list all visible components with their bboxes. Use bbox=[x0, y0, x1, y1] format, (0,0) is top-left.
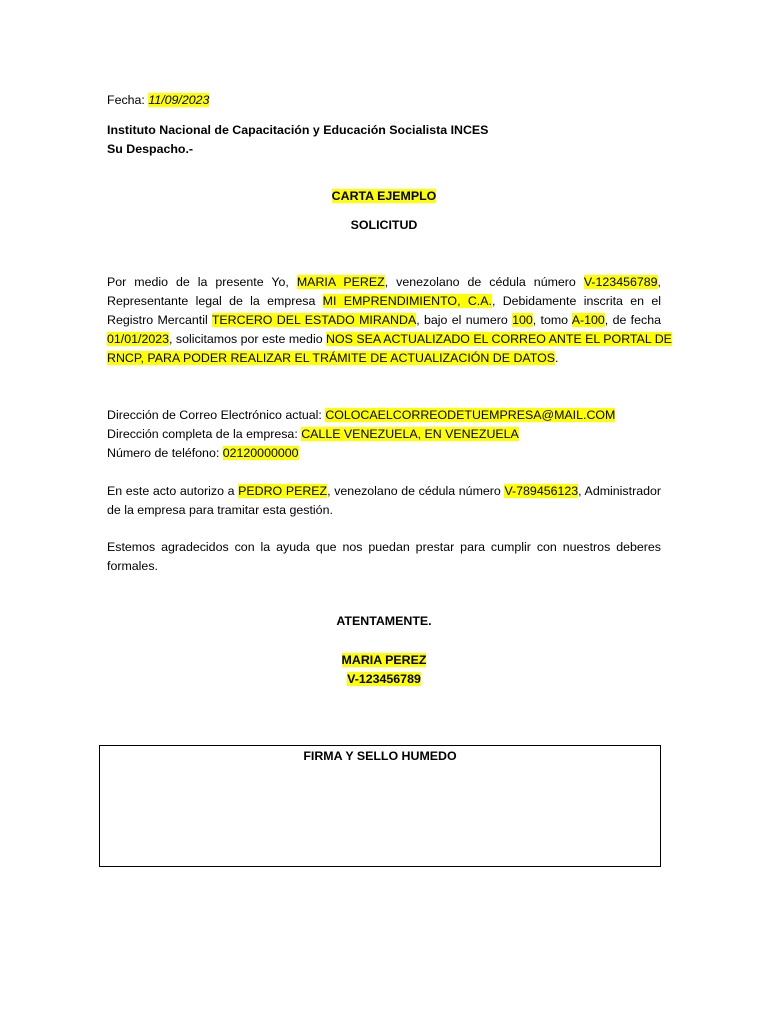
signer-name: MARIA PEREZ bbox=[341, 653, 427, 667]
email-label: Dirección de Correo Electrónico actual: bbox=[107, 408, 326, 422]
applicant-cedula: V-123456789 bbox=[583, 275, 658, 289]
closing-name bbox=[107, 651, 661, 670]
text-run: , Debidamente inscrita en el bbox=[491, 294, 661, 308]
authorized-cedula: V-789456123 bbox=[504, 484, 579, 498]
address-label: Dirección completa de la empresa: bbox=[107, 427, 302, 441]
address-line bbox=[107, 425, 519, 444]
signer-cedula: V-123456789 bbox=[347, 672, 421, 686]
date-label: Fecha: bbox=[107, 93, 149, 107]
paragraph-line bbox=[107, 330, 672, 349]
paragraph-line bbox=[107, 292, 661, 311]
email-line bbox=[107, 406, 615, 425]
text-run: En este acto autorizo a bbox=[107, 484, 239, 498]
request-text: RNCP, PARA PODER REALIZAR EL TRÁMITE DE ACTUALIZACIÓN DE DATOS bbox=[107, 351, 555, 365]
text-run: , bajo el numero bbox=[416, 313, 513, 327]
closing-atentamente: ATENTAMENTE. bbox=[336, 614, 432, 628]
text-run: , tomo bbox=[532, 313, 572, 327]
phone-line bbox=[107, 444, 299, 463]
thanks-paragraph bbox=[107, 538, 661, 576]
paragraph-line bbox=[107, 311, 661, 330]
registry-number: 100 bbox=[512, 313, 533, 327]
registry-tomo: A-100 bbox=[571, 313, 605, 327]
address-value: CALLE VENEZUELA, EN VENEZUELA bbox=[301, 427, 519, 441]
paragraph-line: de la empresa para tramitar esta gestión. bbox=[107, 503, 333, 517]
registry-name: TERCERO DEL ESTADO MIRANDA bbox=[211, 313, 417, 327]
phone-value: 02120000000 bbox=[222, 446, 299, 460]
letter-title bbox=[107, 187, 661, 206]
request-text: NOS SEA ACTUALIZADO EL CORREO ANTE EL PORTAL DE bbox=[326, 332, 672, 346]
text-run: Por medio de la presente Yo, bbox=[107, 275, 297, 289]
text-run: , de fecha bbox=[604, 313, 661, 327]
text-run: . bbox=[555, 351, 559, 365]
company-name: MI EMPRENDIMIENTO, C.A. bbox=[322, 294, 492, 308]
registry-date: 01/01/2023 bbox=[107, 332, 170, 346]
phone-label: Número de teléfono: bbox=[107, 446, 223, 460]
text-run: , venezolano de cédula número bbox=[327, 484, 505, 498]
email-value: COLOCAELCORREODETUEMPRESA@MAIL.COM bbox=[325, 408, 616, 422]
paragraph-line bbox=[107, 273, 661, 292]
paragraph-line bbox=[107, 482, 661, 501]
applicant-name: MARIA PEREZ bbox=[296, 275, 385, 289]
recipient-despacho: Su Despacho.- bbox=[107, 142, 194, 156]
text-run: , solicitamos por este medio bbox=[169, 332, 327, 346]
recipient-institution: Instituto Nacional de Capacitación y Educación Socialista INCES bbox=[107, 123, 489, 137]
date-line bbox=[107, 91, 209, 110]
letter-subtitle: SOLICITUD bbox=[350, 218, 418, 232]
signature-box bbox=[99, 745, 661, 867]
request-paragraph bbox=[107, 273, 672, 368]
paragraph-line: formales. bbox=[107, 559, 158, 573]
closing-cedula bbox=[107, 670, 661, 689]
signature-box-title: FIRMA Y SELLO HUMEDO bbox=[303, 749, 457, 763]
text-run: Registro Mercantil bbox=[107, 313, 212, 327]
text-run: , Administrador bbox=[578, 484, 661, 498]
authorized-name: PEDRO PEREZ bbox=[238, 484, 328, 498]
paragraph-line bbox=[107, 349, 661, 368]
letter-title-text: CARTA EJEMPLO bbox=[331, 189, 437, 203]
paragraph-line: Estemos agradecidos con la ayuda que nos puedan prestar para cumplir con nuestros deberes bbox=[107, 540, 661, 554]
text-run: , venezolano de cédula número bbox=[384, 275, 584, 289]
text-run: , bbox=[657, 275, 661, 289]
date-value: 11/09/2023 bbox=[148, 93, 210, 107]
text-run: Representante legal de la empresa bbox=[107, 294, 323, 308]
authorization-paragraph bbox=[107, 482, 661, 520]
